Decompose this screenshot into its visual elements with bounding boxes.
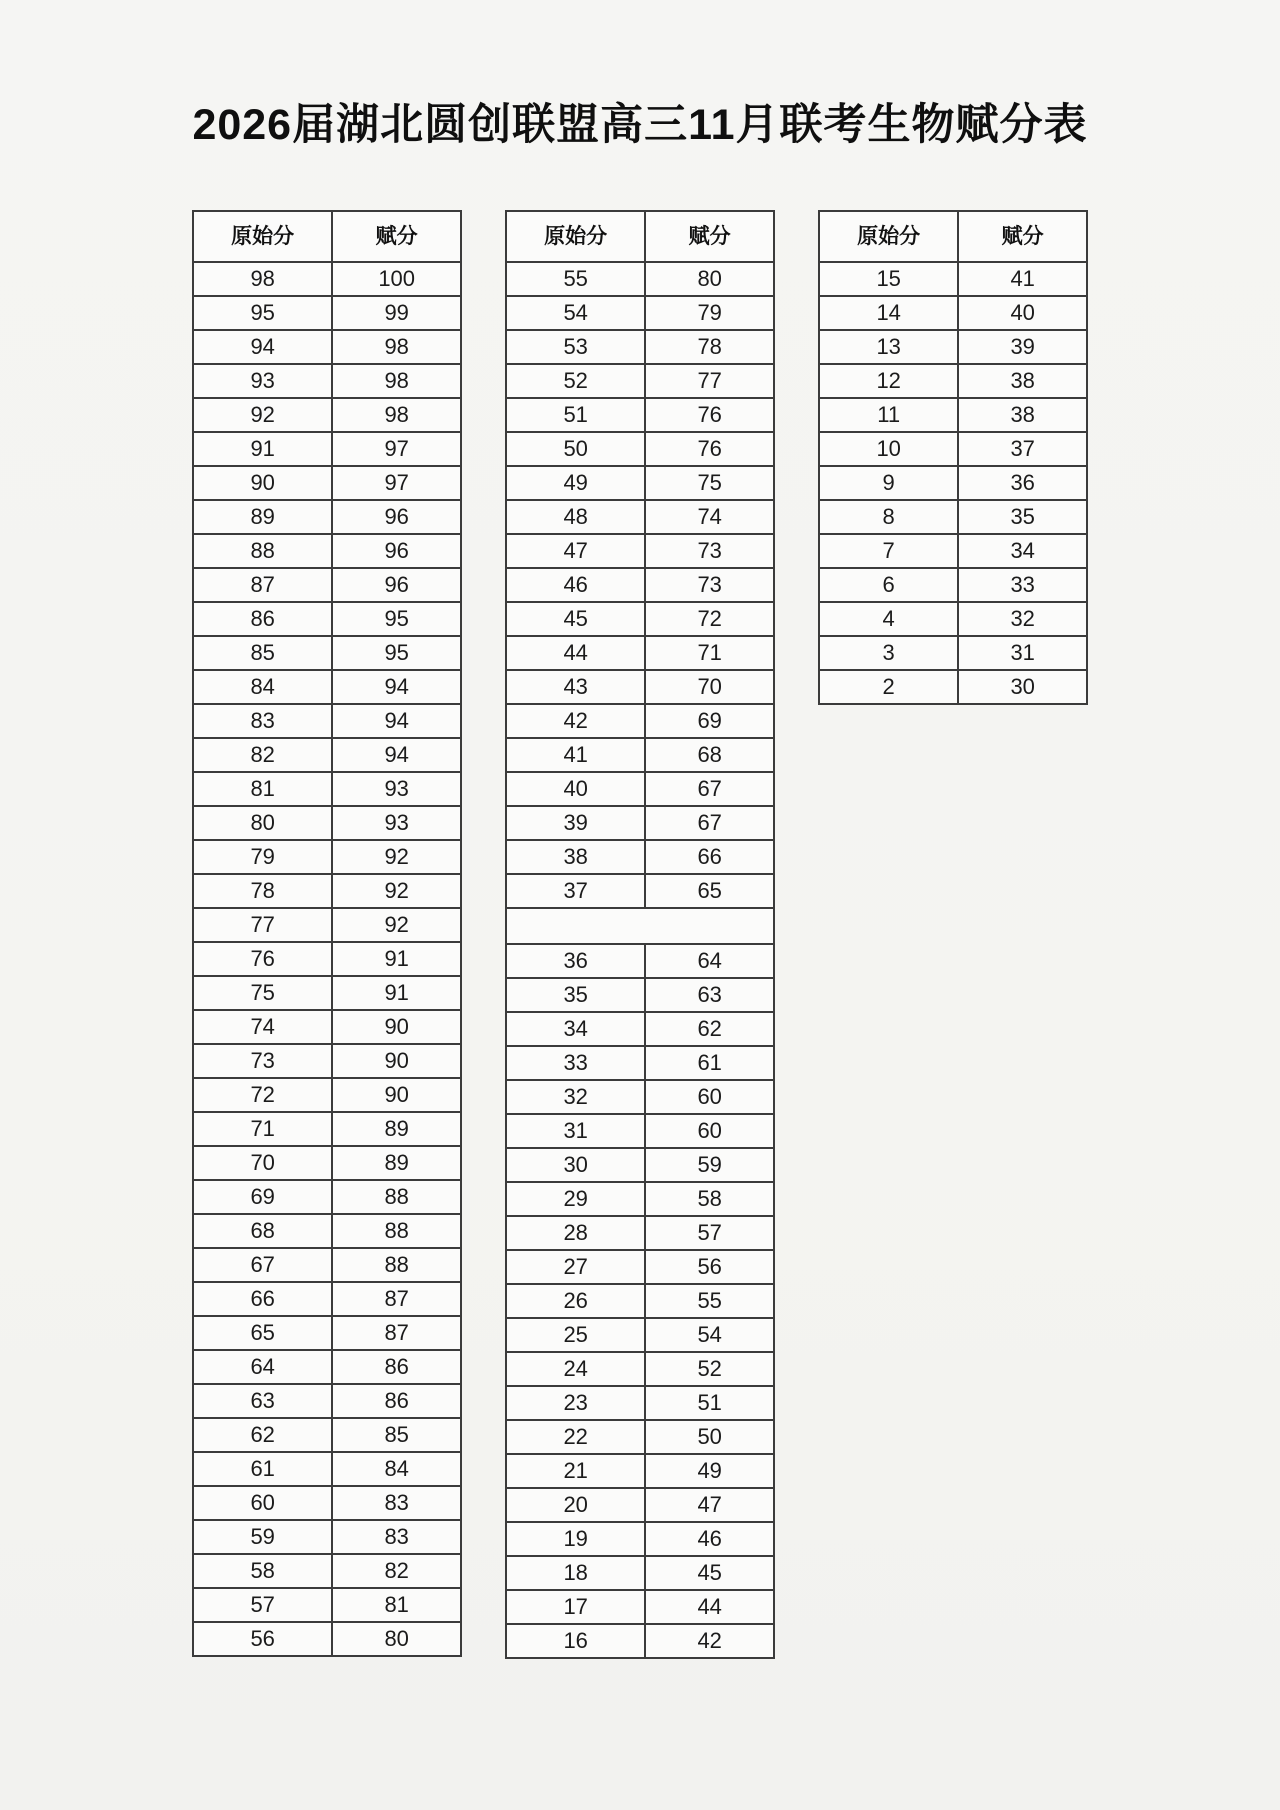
assigned-score-cell: 31 xyxy=(958,636,1087,670)
assigned-score-cell: 94 xyxy=(332,670,461,704)
table-row xyxy=(506,670,774,704)
table-row xyxy=(506,1556,774,1590)
original-score-cell: 33 xyxy=(506,1046,645,1080)
original-score-cell: 4 xyxy=(819,602,958,636)
assigned-score-cell: 92 xyxy=(332,874,461,908)
assigned-score-cell: 83 xyxy=(332,1520,461,1554)
original-score-cell: 85 xyxy=(193,636,332,670)
original-score-cell: 64 xyxy=(193,1350,332,1384)
original-score-cell: 34 xyxy=(506,1012,645,1046)
table-row xyxy=(819,636,1087,670)
table-row xyxy=(193,1588,461,1622)
assigned-score-cell: 69 xyxy=(645,704,774,738)
table-row xyxy=(506,1522,774,1556)
original-score-cell: 16 xyxy=(506,1624,645,1658)
assigned-score-cell: 91 xyxy=(332,942,461,976)
table-row xyxy=(506,1012,774,1046)
assigned-score-cell: 80 xyxy=(645,262,774,296)
header-row xyxy=(193,211,461,262)
original-score-cell: 42 xyxy=(506,704,645,738)
original-score-cell: 89 xyxy=(193,500,332,534)
assigned-score-cell: 35 xyxy=(958,500,1087,534)
original-score-cell: 2 xyxy=(819,670,958,704)
original-score-cell: 70 xyxy=(193,1146,332,1180)
page-title: 2026届湖北圆创联盟高三11月联考生物赋分表 xyxy=(192,101,1088,149)
original-score-cell: 23 xyxy=(506,1386,645,1420)
table-row xyxy=(193,296,461,330)
assigned-score-cell: 66 xyxy=(645,840,774,874)
table-row xyxy=(506,1284,774,1318)
original-score-cell: 80 xyxy=(193,806,332,840)
table-row xyxy=(506,364,774,398)
table-row xyxy=(193,1214,461,1248)
original-score-cell: 10 xyxy=(819,432,958,466)
table-row xyxy=(819,296,1087,330)
assigned-score-cell: 98 xyxy=(332,398,461,432)
assigned-score-cell: 93 xyxy=(332,806,461,840)
original-score-cell: 59 xyxy=(193,1520,332,1554)
assigned-score-cell: 47 xyxy=(645,1488,774,1522)
original-score-cell: 48 xyxy=(506,500,645,534)
table-row xyxy=(506,262,774,296)
table-row xyxy=(193,942,461,976)
table-row xyxy=(193,534,461,568)
assigned-score-cell: 90 xyxy=(332,1078,461,1112)
table-row xyxy=(506,944,774,978)
assigned-score-cell: 81 xyxy=(332,1588,461,1622)
original-score-cell: 77 xyxy=(193,908,332,942)
assigned-score-cell: 83 xyxy=(332,1486,461,1520)
original-score-cell: 7 xyxy=(819,534,958,568)
assigned-score-cell: 78 xyxy=(645,330,774,364)
original-score-cell: 3 xyxy=(819,636,958,670)
table-row xyxy=(193,500,461,534)
assigned-score-cell: 44 xyxy=(645,1590,774,1624)
original-score-cell: 69 xyxy=(193,1180,332,1214)
original-score-cell: 93 xyxy=(193,364,332,398)
assigned-score-cell: 98 xyxy=(332,330,461,364)
original-score-cell: 25 xyxy=(506,1318,645,1352)
assigned-score-cell: 82 xyxy=(332,1554,461,1588)
table-row xyxy=(193,398,461,432)
table-row xyxy=(506,296,774,330)
original-score-cell: 94 xyxy=(193,330,332,364)
original-score-cell: 86 xyxy=(193,602,332,636)
original-score-cell: 72 xyxy=(193,1078,332,1112)
assigned-score-cell: 46 xyxy=(645,1522,774,1556)
score-table-1 xyxy=(192,210,462,1657)
original-score-cell: 92 xyxy=(193,398,332,432)
original-score-cell: 19 xyxy=(506,1522,645,1556)
assigned-score-cell: 89 xyxy=(332,1146,461,1180)
table-row xyxy=(506,874,774,908)
assigned-score-cell: 86 xyxy=(332,1350,461,1384)
original-score-cell: 52 xyxy=(506,364,645,398)
table-row xyxy=(506,1318,774,1352)
table-row xyxy=(193,1112,461,1146)
assigned-score-cell: 86 xyxy=(332,1384,461,1418)
original-score-cell: 38 xyxy=(506,840,645,874)
assigned-score-cell: 74 xyxy=(645,500,774,534)
table-row xyxy=(193,806,461,840)
table-row xyxy=(193,704,461,738)
assigned-score-cell: 41 xyxy=(958,262,1087,296)
original-score-header: 原始分 xyxy=(193,211,332,262)
assigned-score-cell: 96 xyxy=(332,534,461,568)
assigned-score-cell: 80 xyxy=(332,1622,461,1656)
assigned-score-cell: 32 xyxy=(958,602,1087,636)
table-row xyxy=(506,1080,774,1114)
original-score-cell: 9 xyxy=(819,466,958,500)
assigned-score-cell: 94 xyxy=(332,738,461,772)
assigned-score-cell: 61 xyxy=(645,1046,774,1080)
score-table-2 xyxy=(505,210,775,1659)
assigned-score-cell: 39 xyxy=(958,330,1087,364)
header-row xyxy=(819,211,1087,262)
table-row xyxy=(506,1454,774,1488)
assigned-score-cell: 67 xyxy=(645,772,774,806)
assigned-score-cell: 51 xyxy=(645,1386,774,1420)
table-row xyxy=(819,262,1087,296)
original-score-cell: 30 xyxy=(506,1148,645,1182)
assigned-score-cell: 38 xyxy=(958,364,1087,398)
table-row xyxy=(506,568,774,602)
table-row xyxy=(193,738,461,772)
table-row xyxy=(193,1554,461,1588)
spacer-row xyxy=(506,908,774,944)
assigned-score-cell: 57 xyxy=(645,1216,774,1250)
original-score-cell: 22 xyxy=(506,1420,645,1454)
table-row xyxy=(506,772,774,806)
original-score-cell: 83 xyxy=(193,704,332,738)
assigned-score-cell: 55 xyxy=(645,1284,774,1318)
assigned-score-cell: 54 xyxy=(645,1318,774,1352)
table-row xyxy=(506,806,774,840)
original-score-cell: 12 xyxy=(819,364,958,398)
original-score-cell: 43 xyxy=(506,670,645,704)
table-row xyxy=(506,500,774,534)
table-row xyxy=(193,364,461,398)
original-score-cell: 11 xyxy=(819,398,958,432)
original-score-cell: 82 xyxy=(193,738,332,772)
table-row xyxy=(193,1350,461,1384)
table-row xyxy=(819,500,1087,534)
table-row xyxy=(506,398,774,432)
table-row xyxy=(193,1316,461,1350)
original-score-cell: 61 xyxy=(193,1452,332,1486)
table-row xyxy=(193,1520,461,1554)
original-score-cell: 6 xyxy=(819,568,958,602)
original-score-cell: 76 xyxy=(193,942,332,976)
table-row xyxy=(819,602,1087,636)
original-score-cell: 53 xyxy=(506,330,645,364)
table-row xyxy=(506,466,774,500)
table-row xyxy=(193,262,461,296)
table-row xyxy=(506,1250,774,1284)
assigned-score-cell: 92 xyxy=(332,840,461,874)
original-score-cell: 67 xyxy=(193,1248,332,1282)
spacer-cell xyxy=(506,908,774,944)
original-score-cell: 87 xyxy=(193,568,332,602)
table-row xyxy=(819,432,1087,466)
original-score-cell: 15 xyxy=(819,262,958,296)
original-score-cell: 27 xyxy=(506,1250,645,1284)
table-row xyxy=(193,1010,461,1044)
table-row xyxy=(193,840,461,874)
assigned-score-cell: 73 xyxy=(645,534,774,568)
table-row xyxy=(193,1452,461,1486)
original-score-cell: 28 xyxy=(506,1216,645,1250)
table-row xyxy=(819,534,1087,568)
original-score-cell: 90 xyxy=(193,466,332,500)
assigned-score-cell: 37 xyxy=(958,432,1087,466)
table-row xyxy=(193,466,461,500)
table-row xyxy=(819,466,1087,500)
table-row xyxy=(506,1590,774,1624)
table-row xyxy=(506,432,774,466)
score-tables xyxy=(192,210,1088,1659)
score-table-3 xyxy=(818,210,1088,705)
assigned-score-cell: 42 xyxy=(645,1624,774,1658)
table-row xyxy=(819,670,1087,704)
original-score-cell: 56 xyxy=(193,1622,332,1656)
assigned-score-cell: 99 xyxy=(332,296,461,330)
assigned-score-cell: 92 xyxy=(332,908,461,942)
table-row xyxy=(819,330,1087,364)
table-row xyxy=(193,1622,461,1656)
original-score-cell: 55 xyxy=(506,262,645,296)
original-score-cell: 37 xyxy=(506,874,645,908)
assigned-score-cell: 79 xyxy=(645,296,774,330)
table-row xyxy=(819,398,1087,432)
original-score-cell: 13 xyxy=(819,330,958,364)
original-score-cell: 51 xyxy=(506,398,645,432)
original-score-cell: 81 xyxy=(193,772,332,806)
original-score-cell: 21 xyxy=(506,1454,645,1488)
original-score-cell: 57 xyxy=(193,1588,332,1622)
original-score-cell: 18 xyxy=(506,1556,645,1590)
assigned-score-cell: 36 xyxy=(958,466,1087,500)
table-row xyxy=(506,738,774,772)
table-row xyxy=(193,1146,461,1180)
assigned-score-cell: 90 xyxy=(332,1010,461,1044)
original-score-cell: 98 xyxy=(193,262,332,296)
original-score-cell: 49 xyxy=(506,466,645,500)
original-score-cell: 14 xyxy=(819,296,958,330)
original-score-cell: 65 xyxy=(193,1316,332,1350)
table-row xyxy=(193,432,461,466)
assigned-score-header: 赋分 xyxy=(332,211,461,262)
assigned-score-cell: 85 xyxy=(332,1418,461,1452)
original-score-cell: 91 xyxy=(193,432,332,466)
assigned-score-cell: 76 xyxy=(645,432,774,466)
assigned-score-cell: 96 xyxy=(332,568,461,602)
original-score-cell: 17 xyxy=(506,1590,645,1624)
original-score-cell: 20 xyxy=(506,1488,645,1522)
assigned-score-cell: 30 xyxy=(958,670,1087,704)
table-row xyxy=(193,1418,461,1452)
table-row xyxy=(193,976,461,1010)
assigned-score-cell: 62 xyxy=(645,1012,774,1046)
assigned-score-cell: 95 xyxy=(332,636,461,670)
table-row xyxy=(193,636,461,670)
document-page xyxy=(192,0,1088,1659)
assigned-score-cell: 97 xyxy=(332,432,461,466)
assigned-score-cell: 67 xyxy=(645,806,774,840)
original-score-cell: 24 xyxy=(506,1352,645,1386)
original-score-header: 原始分 xyxy=(506,211,645,262)
table-row xyxy=(193,1384,461,1418)
table-row xyxy=(506,1420,774,1454)
original-score-cell: 95 xyxy=(193,296,332,330)
assigned-score-cell: 72 xyxy=(645,602,774,636)
assigned-score-cell: 33 xyxy=(958,568,1087,602)
original-score-cell: 73 xyxy=(193,1044,332,1078)
assigned-score-cell: 52 xyxy=(645,1352,774,1386)
table-row xyxy=(193,670,461,704)
original-score-cell: 26 xyxy=(506,1284,645,1318)
original-score-cell: 46 xyxy=(506,568,645,602)
original-score-cell: 50 xyxy=(506,432,645,466)
assigned-score-cell: 88 xyxy=(332,1180,461,1214)
assigned-score-cell: 65 xyxy=(645,874,774,908)
original-score-cell: 29 xyxy=(506,1182,645,1216)
original-score-cell: 75 xyxy=(193,976,332,1010)
table-row xyxy=(506,330,774,364)
assigned-score-cell: 60 xyxy=(645,1080,774,1114)
table-row xyxy=(506,1624,774,1658)
table-row xyxy=(193,602,461,636)
original-score-cell: 36 xyxy=(506,944,645,978)
table-row xyxy=(193,772,461,806)
table-row xyxy=(193,1180,461,1214)
assigned-score-cell: 56 xyxy=(645,1250,774,1284)
original-score-cell: 47 xyxy=(506,534,645,568)
table-row xyxy=(506,978,774,1012)
assigned-score-cell: 94 xyxy=(332,704,461,738)
table-row xyxy=(506,1046,774,1080)
assigned-score-cell: 100 xyxy=(332,262,461,296)
assigned-score-cell: 40 xyxy=(958,296,1087,330)
assigned-score-cell: 87 xyxy=(332,1316,461,1350)
assigned-score-cell: 95 xyxy=(332,602,461,636)
original-score-cell: 62 xyxy=(193,1418,332,1452)
table-row xyxy=(506,840,774,874)
table-row xyxy=(506,534,774,568)
original-score-header: 原始分 xyxy=(819,211,958,262)
assigned-score-cell: 88 xyxy=(332,1214,461,1248)
assigned-score-header: 赋分 xyxy=(958,211,1087,262)
original-score-cell: 40 xyxy=(506,772,645,806)
assigned-score-cell: 87 xyxy=(332,1282,461,1316)
assigned-score-cell: 88 xyxy=(332,1248,461,1282)
table-row xyxy=(819,568,1087,602)
original-score-cell: 84 xyxy=(193,670,332,704)
assigned-score-cell: 76 xyxy=(645,398,774,432)
assigned-score-cell: 70 xyxy=(645,670,774,704)
assigned-score-cell: 59 xyxy=(645,1148,774,1182)
table-row xyxy=(506,1216,774,1250)
table-row xyxy=(193,568,461,602)
assigned-score-cell: 75 xyxy=(645,466,774,500)
original-score-cell: 78 xyxy=(193,874,332,908)
table-row xyxy=(193,908,461,942)
original-score-cell: 45 xyxy=(506,602,645,636)
table-row xyxy=(506,1182,774,1216)
original-score-cell: 41 xyxy=(506,738,645,772)
assigned-score-cell: 38 xyxy=(958,398,1087,432)
assigned-score-cell: 97 xyxy=(332,466,461,500)
assigned-score-cell: 84 xyxy=(332,1452,461,1486)
assigned-score-cell: 63 xyxy=(645,978,774,1012)
original-score-cell: 71 xyxy=(193,1112,332,1146)
table-row xyxy=(819,364,1087,398)
assigned-score-cell: 68 xyxy=(645,738,774,772)
assigned-score-cell: 34 xyxy=(958,534,1087,568)
original-score-cell: 58 xyxy=(193,1554,332,1588)
original-score-cell: 88 xyxy=(193,534,332,568)
table-row xyxy=(193,1282,461,1316)
original-score-cell: 8 xyxy=(819,500,958,534)
assigned-score-cell: 49 xyxy=(645,1454,774,1488)
table-row xyxy=(506,602,774,636)
original-score-cell: 66 xyxy=(193,1282,332,1316)
assigned-score-cell: 96 xyxy=(332,500,461,534)
table-row xyxy=(193,1044,461,1078)
original-score-cell: 39 xyxy=(506,806,645,840)
table-row xyxy=(506,1352,774,1386)
original-score-cell: 54 xyxy=(506,296,645,330)
assigned-score-cell: 58 xyxy=(645,1182,774,1216)
original-score-cell: 68 xyxy=(193,1214,332,1248)
assigned-score-cell: 73 xyxy=(645,568,774,602)
table-row xyxy=(506,1148,774,1182)
table-row xyxy=(193,1248,461,1282)
table-row xyxy=(193,330,461,364)
assigned-score-cell: 60 xyxy=(645,1114,774,1148)
assigned-score-cell: 50 xyxy=(645,1420,774,1454)
original-score-cell: 31 xyxy=(506,1114,645,1148)
original-score-cell: 60 xyxy=(193,1486,332,1520)
assigned-score-cell: 98 xyxy=(332,364,461,398)
assigned-score-cell: 45 xyxy=(645,1556,774,1590)
assigned-score-cell: 89 xyxy=(332,1112,461,1146)
table-row xyxy=(506,1386,774,1420)
original-score-cell: 63 xyxy=(193,1384,332,1418)
table-row xyxy=(193,874,461,908)
original-score-cell: 79 xyxy=(193,840,332,874)
table-row xyxy=(506,1114,774,1148)
original-score-cell: 32 xyxy=(506,1080,645,1114)
header-row xyxy=(506,211,774,262)
assigned-score-cell: 93 xyxy=(332,772,461,806)
assigned-score-cell: 90 xyxy=(332,1044,461,1078)
assigned-score-cell: 77 xyxy=(645,364,774,398)
assigned-score-header: 赋分 xyxy=(645,211,774,262)
assigned-score-cell: 64 xyxy=(645,944,774,978)
original-score-cell: 44 xyxy=(506,636,645,670)
table-row xyxy=(506,704,774,738)
original-score-cell: 35 xyxy=(506,978,645,1012)
assigned-score-cell: 91 xyxy=(332,976,461,1010)
table-row xyxy=(506,1488,774,1522)
table-row xyxy=(193,1486,461,1520)
table-row xyxy=(193,1078,461,1112)
assigned-score-cell: 71 xyxy=(645,636,774,670)
original-score-cell: 74 xyxy=(193,1010,332,1044)
table-row xyxy=(506,636,774,670)
